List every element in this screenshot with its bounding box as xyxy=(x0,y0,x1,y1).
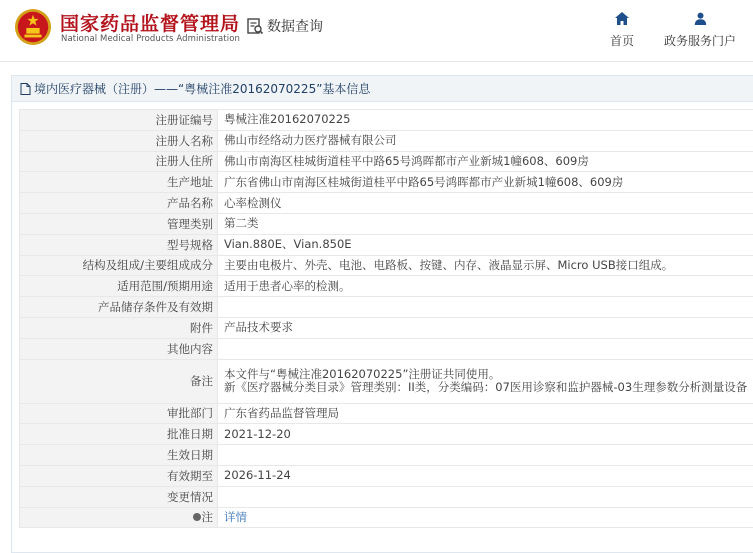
row-value: 2026-11-24 xyxy=(218,465,753,486)
row-value: 主要由电极片、外壳、电池、电路板、按键、内存、液晶显示屏、Micro USB接口组成。 xyxy=(218,255,753,276)
row-key: 备注 xyxy=(20,359,218,403)
row-key: 附件 xyxy=(20,317,218,338)
table-row xyxy=(20,276,753,297)
table-row xyxy=(20,255,753,276)
data-query-icon xyxy=(246,17,264,35)
table-row xyxy=(20,338,753,359)
details-link[interactable]: 详情 xyxy=(224,509,247,524)
row-key: 结构及组成/主要组成成分 xyxy=(20,255,218,276)
table-row xyxy=(20,172,753,193)
row-value: 广东省药品监督管理局 xyxy=(218,403,753,424)
row-key: 型号规格 xyxy=(20,234,218,255)
table-row xyxy=(20,359,753,403)
table-row xyxy=(20,193,753,214)
nav-gov-label: 政务服务门户 xyxy=(663,34,736,48)
row-key: 其他内容 xyxy=(20,338,218,359)
row-key: 变更情况 xyxy=(20,486,218,507)
table-row xyxy=(20,110,753,131)
row-value xyxy=(218,486,753,507)
row-value: 粤械注准20162070225 xyxy=(218,110,753,131)
row-key: 审批部门 xyxy=(20,403,218,424)
row-value: 心率检测仪 xyxy=(218,193,753,214)
row-key xyxy=(20,507,218,528)
row-value xyxy=(218,338,753,359)
info-dot-icon xyxy=(193,513,201,521)
row-key: 产品储存条件及有效期 xyxy=(20,297,218,318)
row-value: 适用于患者心率的检测。 xyxy=(218,276,753,297)
table-row xyxy=(20,213,753,234)
panel-title: 境内医疗器械（注册）——“粤械注准20162070225”基本信息 xyxy=(34,82,371,96)
table-row xyxy=(20,130,753,151)
row-key: 注册人住所 xyxy=(20,151,218,172)
table-row xyxy=(20,317,753,338)
row-key: 批准日期 xyxy=(20,424,218,445)
row-key: 注册证编号 xyxy=(20,110,218,131)
brand-title-cn[interactable]: 国家药品监督管理局 xyxy=(60,13,241,35)
info-table xyxy=(19,109,753,528)
row-key: 适用范围/预期用途 xyxy=(20,276,218,297)
row-key: 注册人名称 xyxy=(20,130,218,151)
row-key: 有效期至 xyxy=(20,465,218,486)
row-value xyxy=(218,445,753,466)
nav-gov-service-portal[interactable] xyxy=(660,12,740,49)
row-value: Vian.880E、Vian.850E xyxy=(218,234,753,255)
remark-line: 本文件与“粤械注准20162070225”注册证共同使用。 xyxy=(224,367,501,382)
panel-header xyxy=(12,76,753,102)
home-icon xyxy=(615,12,629,25)
module-title-label: 数据查询 xyxy=(267,19,323,35)
document-icon xyxy=(20,83,31,95)
table-row xyxy=(20,507,753,528)
module-title xyxy=(246,16,323,36)
remark-line: 新《医疗器械分类目录》管理类别：II类，分类编码：07医用诊察和监护器械-03生理参数分析测量设备 xyxy=(224,380,748,395)
row-key: 产品名称 xyxy=(20,193,218,214)
row-value xyxy=(218,297,753,318)
table-row xyxy=(20,403,753,424)
note-key-label: 注 xyxy=(201,510,213,525)
table-row xyxy=(20,486,753,507)
row-key: 生效日期 xyxy=(20,445,218,466)
brand-title-en[interactable]: National Medical Products Administration xyxy=(61,34,240,44)
national-emblem-icon xyxy=(14,8,52,46)
note-key xyxy=(193,509,214,525)
row-value: 2021-12-20 xyxy=(218,424,753,445)
basic-info-panel xyxy=(11,75,753,553)
user-icon xyxy=(694,12,707,25)
row-value xyxy=(218,507,753,528)
table-row xyxy=(20,424,753,445)
row-value: 佛山市南海区桂城街道桂平中路65号鸿晖都市产业新城1幢608、609房 xyxy=(218,151,753,172)
nav-home[interactable] xyxy=(604,12,640,49)
table-row xyxy=(20,297,753,318)
table-row xyxy=(20,151,753,172)
site-header xyxy=(0,0,753,62)
row-value xyxy=(218,359,753,403)
table-row xyxy=(20,445,753,466)
row-value: 广东省佛山市南海区桂城街道桂平中路65号鸿晖都市产业新城1幢608、609房 xyxy=(218,172,753,193)
row-value: 产品技术要求 xyxy=(218,317,753,338)
row-value: 第二类 xyxy=(218,213,753,234)
table-row xyxy=(20,234,753,255)
table-row xyxy=(20,465,753,486)
row-key: 生产地址 xyxy=(20,172,218,193)
nav-home-label: 首页 xyxy=(609,34,634,48)
row-value: 佛山市经络动力医疗器械有限公司 xyxy=(218,130,753,151)
row-key: 管理类别 xyxy=(20,213,218,234)
